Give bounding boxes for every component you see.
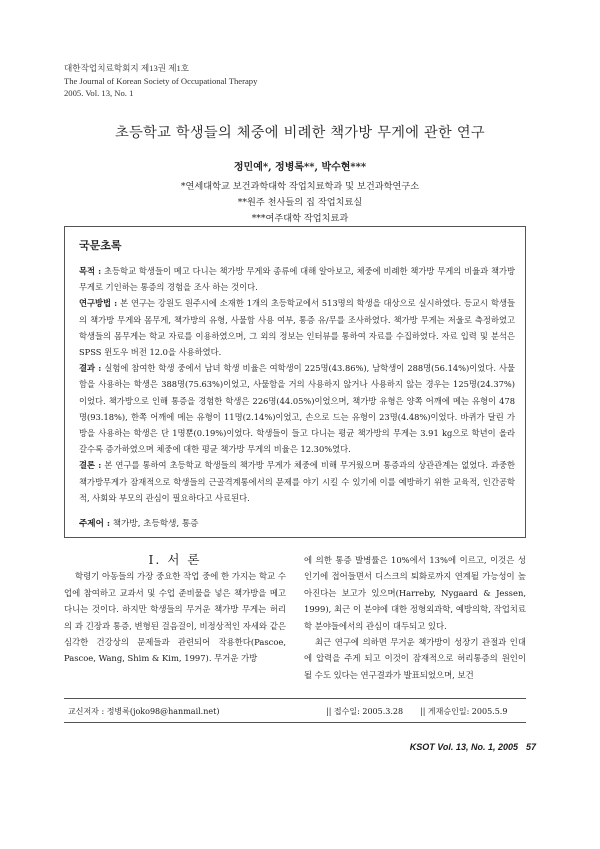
- abstract-purpose: [79, 263, 515, 295]
- keywords-label: 주제어 :: [79, 519, 111, 529]
- result-label: 결과 :: [79, 363, 102, 374]
- page-footer: [410, 742, 536, 752]
- method-text: 본 연구는 강원도 원주시에 소재한 1개의 초등학교에서 513명의 학생을 대상으로 실시하였다. 등교시 학생들의 책가방 무게와 몸무게, 책가방의 유형, 사물함 사용 여부, 통증 유/무를 조사하였다. 책가방 무게는 저울로 측정하였고 학생들의 몸무게는 학교 자료를 이용하였으며, 그 외의 정보는 인터뷰를 통하여 자료를 수집하였다. 자료 입력 및 분석은 SPSS 윈도우 버전 12.0을 사용하였다.: [79, 298, 515, 358]
- abstract-body: [79, 263, 515, 506]
- body-paragraph: 학령기 아동들의 가장 중요한 작업 중에 한 가지는 학교 수업에 참여하고 교과서 및 수업 준비물을 넣은 책가방을 메고 다니는 것이다. 하지만 학생들의 무거운 책가방 무게는 허리의 과 긴장과 통증, 변형된 걸음걸이, 비정상적인 자세와 같은 심각한 건강상의 문제들과 관련되어 작용한다(Pascoe, Pascoe, Wang, Shim & Kim, 1997). 무거운 가방: [64, 571, 286, 664]
- purpose-text: 초등학교 학생들이 메고 다니는 책가방 무게와 종류에 대해 알아보고, 체중에 비례한 책가방 무게의 비율과 책가방무게로 기인하는 통증의 경험을 조사 하는 것이다.: [79, 266, 515, 293]
- abstract-heading: 국문초록: [79, 239, 122, 252]
- body-paragraph: 최근 연구에 의하면 무거운 책가방이 성장기 관절과 인대에 압력을 주게 되고 이것이 잠재적으로 허리통증의 원인이 될 수도 있다는 연구결과가 발표되었으며, 보건: [304, 637, 526, 680]
- body-column-right: [304, 552, 526, 683]
- purpose-label: 목적 :: [79, 266, 102, 276]
- body-paragraph: 에 의한 통증 발병률은 10%에서 13%에 이르고, 이것은 성인기에 접어들면서 디스크의 퇴화로까지 연계될 가능성이 높아진다는 보고가 있으며(Harreby, Nygaard & Jessen, 1999), 최근 이 분야에 대한 정형외과학, 예방의학, 작업치료학 분야들에서의 관심이 대두되고 있다.: [304, 555, 526, 631]
- journal-header: [64, 62, 257, 100]
- affiliation-2: **원주 천사들의 집 작업치료실: [237, 197, 363, 208]
- paper-authors: 정민예*, 정병록**, 박수현***: [233, 162, 367, 173]
- abstract-box: [64, 226, 526, 538]
- accepted-date: || 게재승인일: 2005.5.9: [420, 707, 508, 716]
- method-label: 연구방법 :: [79, 298, 118, 309]
- page-number: 57: [525, 742, 536, 752]
- conclusion-label: 결론 :: [79, 460, 102, 471]
- journal-name-english: The Journal of Korean Society of Occupational Therapy: [64, 75, 258, 86]
- abstract-result: [79, 360, 515, 457]
- journal-name-korean: 대한작업치료학회지 제13권 제1호: [64, 63, 190, 73]
- abstract-keywords: [79, 517, 198, 529]
- footer-citation: KSOT Vol. 13, No. 1, 2005: [409, 742, 518, 752]
- affiliation-1: *연세대학교 보건과학대학 작업치료학과 및 보건과학연구소: [180, 181, 420, 192]
- abstract-method: [79, 295, 515, 360]
- correspondence-author: 교신저자 : 정병록(joko98@hanmail.net): [68, 707, 220, 716]
- paper-title: 초등학교 학생들의 체중에 비례한 책가방 무게에 관한 연구: [115, 125, 485, 141]
- footer-rule-top: [64, 698, 526, 699]
- journal-volume: 2005. Vol. 13, No. 1: [64, 88, 134, 98]
- section-title: Ⅰ. 서 론: [148, 552, 202, 567]
- body-column-left: [64, 552, 286, 667]
- footer-rule-bottom: [64, 722, 526, 723]
- result-text: 실험에 참여한 학생 중에서 남녀 학생 비율은 여학생이 225명(43.86%), 남학생이 288명(56.14%)이었다. 사물함을 사용하는 학생은 388명(75.63%)이었고, 사물함을 거의 사용하지 않거나 사용하지 않는 경우는 125명(24.37%)이었다. 책가방으로 인해 통증을 경험한 학생은 226명(44.05%)이었으며, 책가방 유형은 양쪽 어깨에 메는 유형이 478명(93.18%), 한쪽 어깨에 메는 유형이 11명(2.14%)이었고, 손으로 드는 유형이 23명(4.48%)이었다. 바퀴가 달린 가방을 사용하는 학생은 단 1명뿐(0.19%)이었다. 학생들이 들고 다니는 평균 책가방의 무게는 3.91 kg으로 학년이 올라 갈수록 증가하였으며 체중에 대한 평균 책가방 무게의 비율은 12.30%였다.: [79, 363, 515, 455]
- received-date: || 접수일: 2005.3.28: [326, 707, 404, 716]
- keywords-text: 책가방, 초등학생, 통증: [110, 519, 199, 529]
- abstract-conclusion: [79, 457, 515, 506]
- conclusion-text: 본 연구를 통하여 초등학교 학생들의 책가방 무게가 체중에 비해 무거웠으며 통증과의 상관관계는 없었다. 과중한 책가방무게가 잠재적으로 학생들의 근골격계통에서의 문제를 야기 시킬 수 있기에 이를 예방하기 위한 교육적, 인간공학적, 사회와 부모의 관심이 필요하다고 사료된다.: [79, 460, 516, 503]
- affiliation-3: ***여주대학 작업치료과: [251, 213, 349, 224]
